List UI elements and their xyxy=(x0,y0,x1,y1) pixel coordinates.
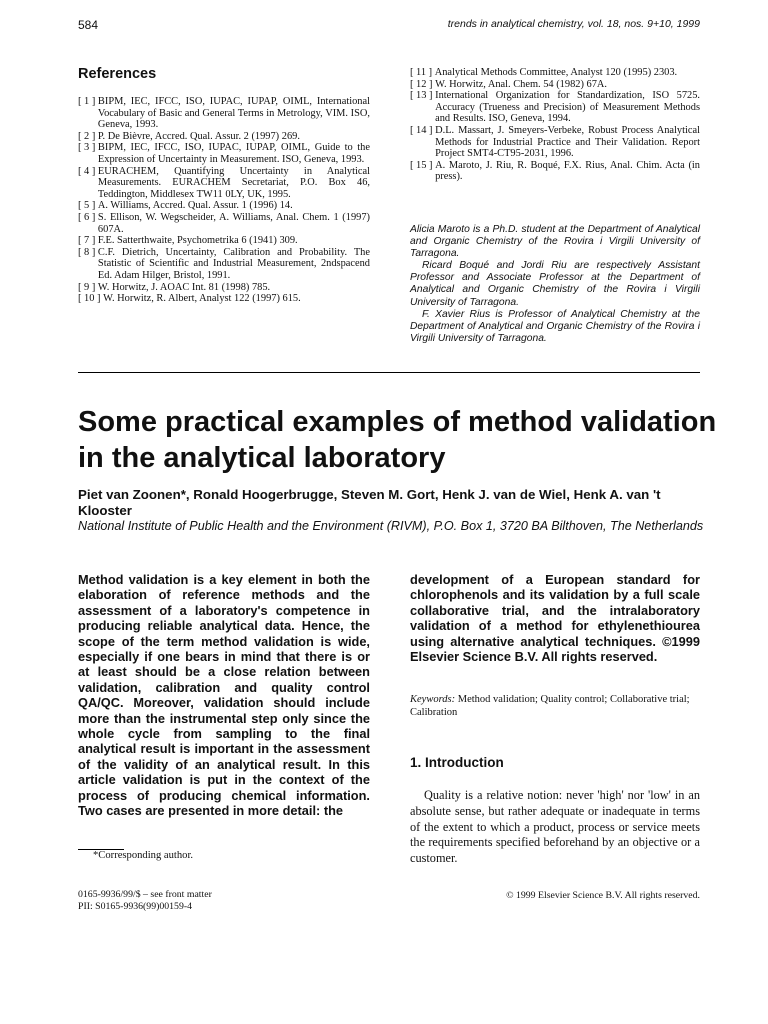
journal-running-head: trends in analytical chemistry, vol. 18, nos. 9+10, 1999 xyxy=(447,18,700,30)
reference-number: [ 8 ] xyxy=(78,246,98,258)
reference-text: P. De Bièvre, Accred. Qual. Assur. 2 (1997) 269. xyxy=(97,130,300,142)
reference-number: [ 14 ] xyxy=(410,124,436,136)
article-affiliation: National Institute of Public Health and the Environment (RIVM), P.O. Box 1, 3720 BA Bilthoven, The Netherlands xyxy=(78,519,704,533)
section-divider xyxy=(78,372,700,373)
reference-number: [ 11 ] xyxy=(410,67,435,78)
reference-number: [ 3 ] xyxy=(78,142,98,154)
reference-text: A. Williams, Accred. Qual. Assur. 1 (1996) 14. xyxy=(97,200,293,212)
reference-item xyxy=(78,200,370,212)
reference-text: Analytical Methods Committee, Analyst 120 (1995) 2303. xyxy=(434,67,678,78)
reference-text: W. Horwitz, J. AOAC Int. 81 (1998) 785. xyxy=(97,281,271,293)
keywords-list: Method validation; Quality control; Collaborative trial; Calibration xyxy=(410,694,690,718)
reference-item xyxy=(78,142,370,165)
bio-paragraph: F. Xavier Rius is Professor of Analytical Chemistry at the Department of Analytical and Organic Chemistry of the Rovira i Virgili University of Tarragona. xyxy=(410,308,700,344)
reference-number: [ 9 ] xyxy=(78,281,98,293)
reference-text: W. Horwitz, Anal. Chem. 54 (1982) 67A. xyxy=(435,78,608,90)
page-number: 584 xyxy=(78,18,99,32)
reference-item xyxy=(78,282,370,294)
reference-text: D.L. Massart, J. Smeyers-Verbeke, Robust Process Analytical Methods for Industrial Practice and Their Validation. Report Project SMT4-CT95-2031, 1996. xyxy=(435,124,700,160)
reference-number: [ 4 ] xyxy=(78,165,98,177)
reference-number: [ 12 ] xyxy=(410,78,436,90)
reference-item xyxy=(78,247,370,282)
reference-item xyxy=(410,90,700,125)
reference-item xyxy=(410,160,700,183)
copyright-notice: © 1999 Elsevier Science B.V. All rights reserved. xyxy=(506,890,700,901)
reference-number: [ 6 ] xyxy=(78,211,98,223)
reference-item xyxy=(78,131,370,143)
reference-text: BIPM, IEC, IFCC, ISO, IUPAC, IUPAP, OIML, International Vocabulary of Basic and General Terms in Metrology, VIM. ISO, Geneva, 1993. xyxy=(97,96,370,131)
issn-line: 0165-9936/99/$ – see front matter xyxy=(78,889,212,900)
reference-item xyxy=(78,293,370,305)
reference-list-left xyxy=(78,96,370,305)
reference-text: C.F. Dietrich, Uncertainty, Calibration and Probability. The Statistic of Scientific and Industrial Measurement, 2ndspacend Ed. Adam Hilger, Bristol, 1991. xyxy=(97,246,370,281)
reference-item xyxy=(78,96,370,131)
author-bios xyxy=(410,224,700,345)
reference-text: A. Maroto, J. Riu, R. Boqué, F.X. Rius, Anal. Chim. Acta (in press). xyxy=(435,159,700,183)
reference-item xyxy=(410,67,700,79)
reference-number: [ 13 ] xyxy=(410,90,436,102)
reference-text: EURACHEM, Quantifying Uncertainty in Analytical Measurements. EURACHEM Secretariat, P.O. Box 46, Teddington, Middlesex TW11 0LY, UK, 1995. xyxy=(97,165,370,200)
reference-item xyxy=(410,79,700,91)
reference-number: [ 5 ] xyxy=(78,200,98,212)
footnote: *Corresponding author. xyxy=(93,850,194,861)
reference-text: S. Ellison, W. Wegscheider, A. Williams, Anal. Chem. 1 (1997) 607A. xyxy=(97,211,370,235)
pii-line: PII: S0165-9936(99)00159-4 xyxy=(78,901,193,913)
reference-item xyxy=(78,166,370,201)
intro-paragraph: Quality is a relative notion: never 'high' nor 'low' in an absolute sense, but rather adequate or inadequate in terms of the extent to which a product, process or service meets the requirements specified beforehand by an objective or a customer. xyxy=(410,788,700,866)
keywords-label: Keywords: xyxy=(410,694,456,705)
reference-item xyxy=(78,235,370,247)
reference-text: International Organization for Standardization, ISO 5725. Accuracy (Trueness and Precision) of Measurement Methods and Results. ISO, Geneva, 1994. xyxy=(435,90,700,125)
references-heading: References xyxy=(78,66,157,82)
reference-number: [ 7 ] xyxy=(78,235,98,247)
issn-block xyxy=(78,889,212,914)
reference-text: BIPM, IEC, IFCC, ISO, IUPAC, IUPAP, OIML, Guide to the Expression of Uncertainty in Measurement. ISO, Geneva, 1993. xyxy=(97,142,370,165)
section-heading: 1. Introduction xyxy=(410,755,504,770)
reference-item xyxy=(78,212,370,235)
keywords xyxy=(410,693,700,719)
reference-number: [ 15 ] xyxy=(410,159,436,171)
reference-list-right xyxy=(410,67,700,183)
abstract-left: Method validation is a key element in both the elaboration of reference methods and the assessment of a laboratory's competence in producing reliable analytical data. Hence, the scope of the term method validation is wide, especially if one bears in mind that there is or at least should be a close relation between validation, calibration and quality control QA/QC. Moreover, validation should include more than the instrumental step only since the whole cycle from sampling to the final analytical result is important in the assessment of the validity of an analytical result. In this article validation is put in the context of the process of producing chemical information. Two cases are presented in more detail: the xyxy=(78,572,370,819)
abstract-right: development of a European standard for chlorophenols and its validation by a full scale collaborative trial, and the intralaboratory validation of a method for ethylenethiourea using alternative analytical techniques. ©1999 Elsevier Science B.V. All rights reserved. xyxy=(410,572,700,665)
reference-item xyxy=(410,125,700,160)
reference-text: F.E. Satterthwaite, Psychometrika 6 (1941) 309. xyxy=(97,235,298,247)
reference-number: [ 1 ] xyxy=(78,96,98,107)
reference-text: W. Horwitz, R. Albert, Analyst 122 (1997) 615. xyxy=(103,293,301,305)
reference-number: [ 2 ] xyxy=(78,130,98,142)
bio-paragraph: Alicia Maroto is a Ph.D. student at the Department of Analytical and Organic Chemistry of the Rovira i Virgili University of Tarragona. xyxy=(410,224,700,260)
article-authors: Piet van Zoonen*, Ronald Hoogerbrugge, Steven M. Gort, Henk J. van de Wiel, Henk A. van 't Klooster xyxy=(78,487,661,518)
article-title: Some practical examples of method validation in the analytical laboratory xyxy=(78,406,717,474)
reference-number: [ 10 ] xyxy=(78,293,104,305)
bio-paragraph: Ricard Boqué and Jordi Riu are respectively Assistant Professor and Associate Professor at the Department of Analytical and Organic Chemistry of the Rovira i Virgili University of Tarragona. xyxy=(410,260,700,308)
